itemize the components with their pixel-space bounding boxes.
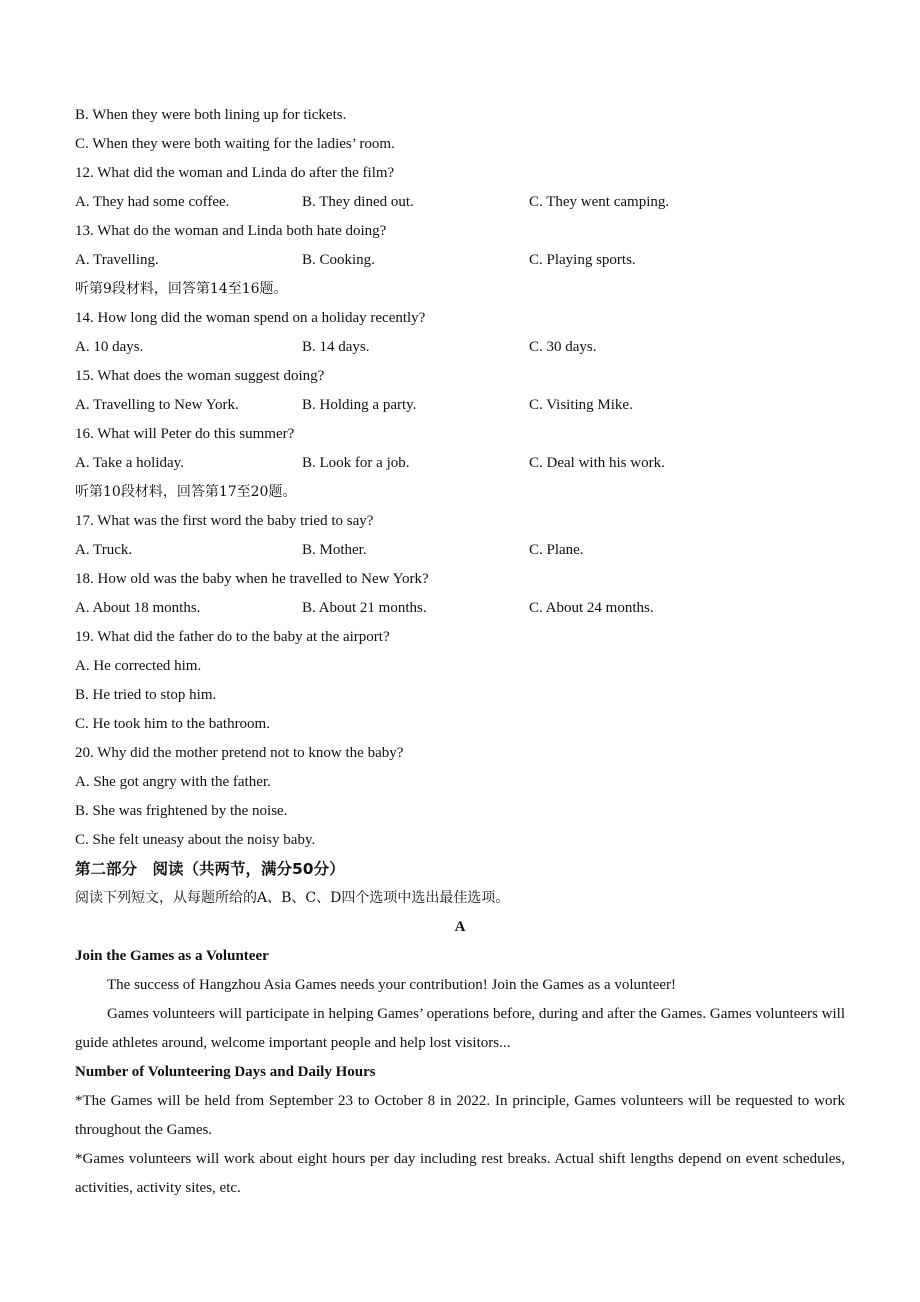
option: C. Deal with his work. <box>529 455 665 471</box>
question-15: 15. What does the woman suggest doing? <box>75 368 325 384</box>
section-instruction-9: 听第9段材料，回答第14至16题。 <box>75 281 288 297</box>
option: C. Visiting Mike. <box>529 397 633 413</box>
question-20: 20. Why did the mother pretend not to know the baby? <box>75 745 404 761</box>
question-17: 17. What was the first word the baby tried to say? <box>75 513 374 529</box>
options-17 <box>75 536 845 565</box>
option-line: B. When they were both lining up for tickets. <box>75 107 347 123</box>
options-16 <box>75 449 845 478</box>
option: A. 10 days. <box>75 339 144 355</box>
part-instruction: 阅读下列短文，从每题所给的A、B、C、D四个选项中选出最佳选项。 <box>75 890 510 906</box>
options-14 <box>75 333 845 362</box>
option: C. She felt uneasy about the noisy baby. <box>75 832 316 848</box>
option: A. About 18 months. <box>75 600 201 616</box>
option: C. They went camping. <box>529 194 670 210</box>
option: B. 14 days. <box>302 339 370 355</box>
option: A. Travelling to New York. <box>75 397 239 413</box>
section-instruction-10: 听第10段材料，回答第17至20题。 <box>75 484 297 500</box>
question-14: 14. How long did the woman spend on a holiday recently? <box>75 310 426 326</box>
question-13: 13. What do the woman and Linda both hate doing? <box>75 223 387 239</box>
option: C. About 24 months. <box>529 600 654 616</box>
option: A. He corrected him. <box>75 658 202 674</box>
option: C. Playing sports. <box>529 252 636 268</box>
option-line: C. When they were both waiting for the ladies’ room. <box>75 136 395 152</box>
option: B. Mother. <box>302 542 367 558</box>
option: B. She was frightened by the noise. <box>75 803 288 819</box>
option: B. Holding a party. <box>302 397 417 413</box>
options-18 <box>75 594 845 623</box>
question-18: 18. How old was the baby when he travelled to New York? <box>75 571 429 587</box>
option: C. He took him to the bathroom. <box>75 716 270 732</box>
passage-label: A <box>454 919 466 935</box>
options-13 <box>75 246 845 275</box>
option: A. They had some coffee. <box>75 194 230 210</box>
option: C. Plane. <box>529 542 584 558</box>
option: B. They dined out. <box>302 194 414 210</box>
paragraph: The success of Hangzhou Asia Games needs your contribution! Join the Games as a volunteer! <box>107 977 677 993</box>
option: A. Take a holiday. <box>75 455 184 471</box>
passage-title: Join the Games as a Volunteer <box>75 948 269 964</box>
option: B. He tried to stop him. <box>75 687 217 703</box>
bullet-paragraph: *The Games will be held from September 23 to October 8 in 2022. In principle, Games volunteers will be requested to work throughout the Games. <box>75 1093 845 1138</box>
option: A. Truck. <box>75 542 133 558</box>
exam-page <box>75 101 845 1203</box>
options-12 <box>75 188 845 217</box>
option: B. About 21 months. <box>302 600 427 616</box>
question-16: 16. What will Peter do this summer? <box>75 426 295 442</box>
option: B. Cooking. <box>302 252 375 268</box>
option: A. She got angry with the father. <box>75 774 271 790</box>
option: C. 30 days. <box>529 339 597 355</box>
option: A. Travelling. <box>75 252 159 268</box>
options-15 <box>75 391 845 420</box>
section-subtitle: Number of Volunteering Days and Daily Hours <box>75 1064 376 1080</box>
bullet-paragraph: *Games volunteers will work about eight hours per day including rest breaks. Actual shift lengths depend on event schedules, activities, activity sites, etc. <box>75 1151 845 1196</box>
question-19: 19. What did the father do to the baby at the airport? <box>75 629 390 645</box>
paragraph: Games volunteers will participate in helping Games’ operations before, during and after the Games. Games volunteers will guide athletes around, welcome important people and help lost visitors... <box>75 1006 845 1051</box>
option: B. Look for a job. <box>302 455 410 471</box>
question-12: 12. What did the woman and Linda do after the film? <box>75 165 395 181</box>
part-heading: 第二部分 阅读（共两节，满分50分） <box>75 860 345 878</box>
